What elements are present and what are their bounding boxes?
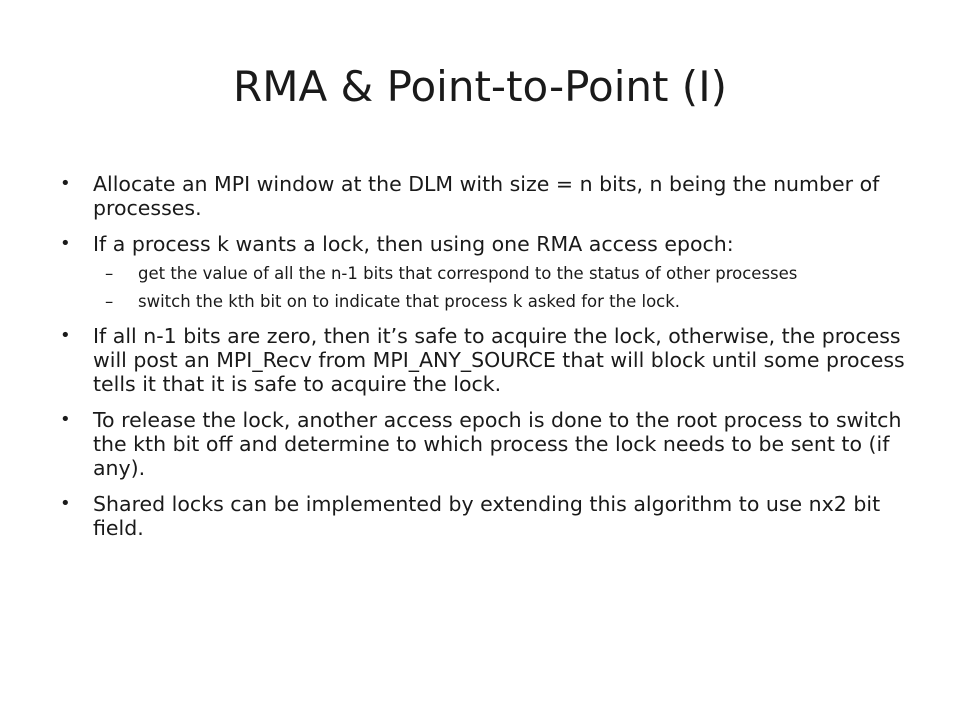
bullet-item-lock-request: [60, 232, 920, 256]
bullet-item-shared-locks: [60, 492, 920, 540]
bullet-marker: •: [60, 233, 71, 254]
sub-bullet-marker: –: [105, 292, 114, 311]
bullet-text: Allocate an MPI window at the DLM with size = n bits, n being the number of processes.: [93, 172, 880, 220]
bullet-marker: •: [60, 325, 71, 346]
bullet-item-window-allocation: [60, 172, 920, 220]
bullet-text: Shared locks can be implemented by extending this algorithm to use nx2 bit field.: [93, 492, 881, 540]
bullet-marker: •: [60, 409, 71, 430]
sub-bullet-text: get the value of all the n-1 bits that correspond to the status of other processes: [138, 264, 798, 283]
sub-bullet-item-switch-bit: [105, 292, 920, 312]
bullet-item-release-lock: [60, 408, 920, 480]
bullet-item-acquire-lock: [60, 324, 920, 396]
bullet-text: If a process k wants a lock, then using one RMA access epoch:: [93, 232, 734, 256]
bullet-list: [60, 172, 920, 552]
bullet-marker: •: [60, 493, 71, 514]
bullet-text: To release the lock, another access epoch is done to the root process to switch the kth bit off and determine to which process the lock needs to be sent to (if any).: [93, 408, 902, 480]
bullet-marker: •: [60, 173, 71, 194]
sub-bullet-item-get-bits: [105, 264, 920, 284]
sub-bullet-marker: –: [105, 264, 114, 283]
slide-title: RMA & Point-to-Point (I): [233, 62, 727, 111]
sub-bullet-text: switch the kth bit on to indicate that process k asked for the lock.: [138, 292, 681, 311]
bullet-text: If all n-1 bits are zero, then it’s safe to acquire the lock, otherwise, the process will post an MPI_Recv from MPI_ANY_SOURCE that will block until some process tells it that it is safe to acquire the lock.: [93, 324, 905, 396]
